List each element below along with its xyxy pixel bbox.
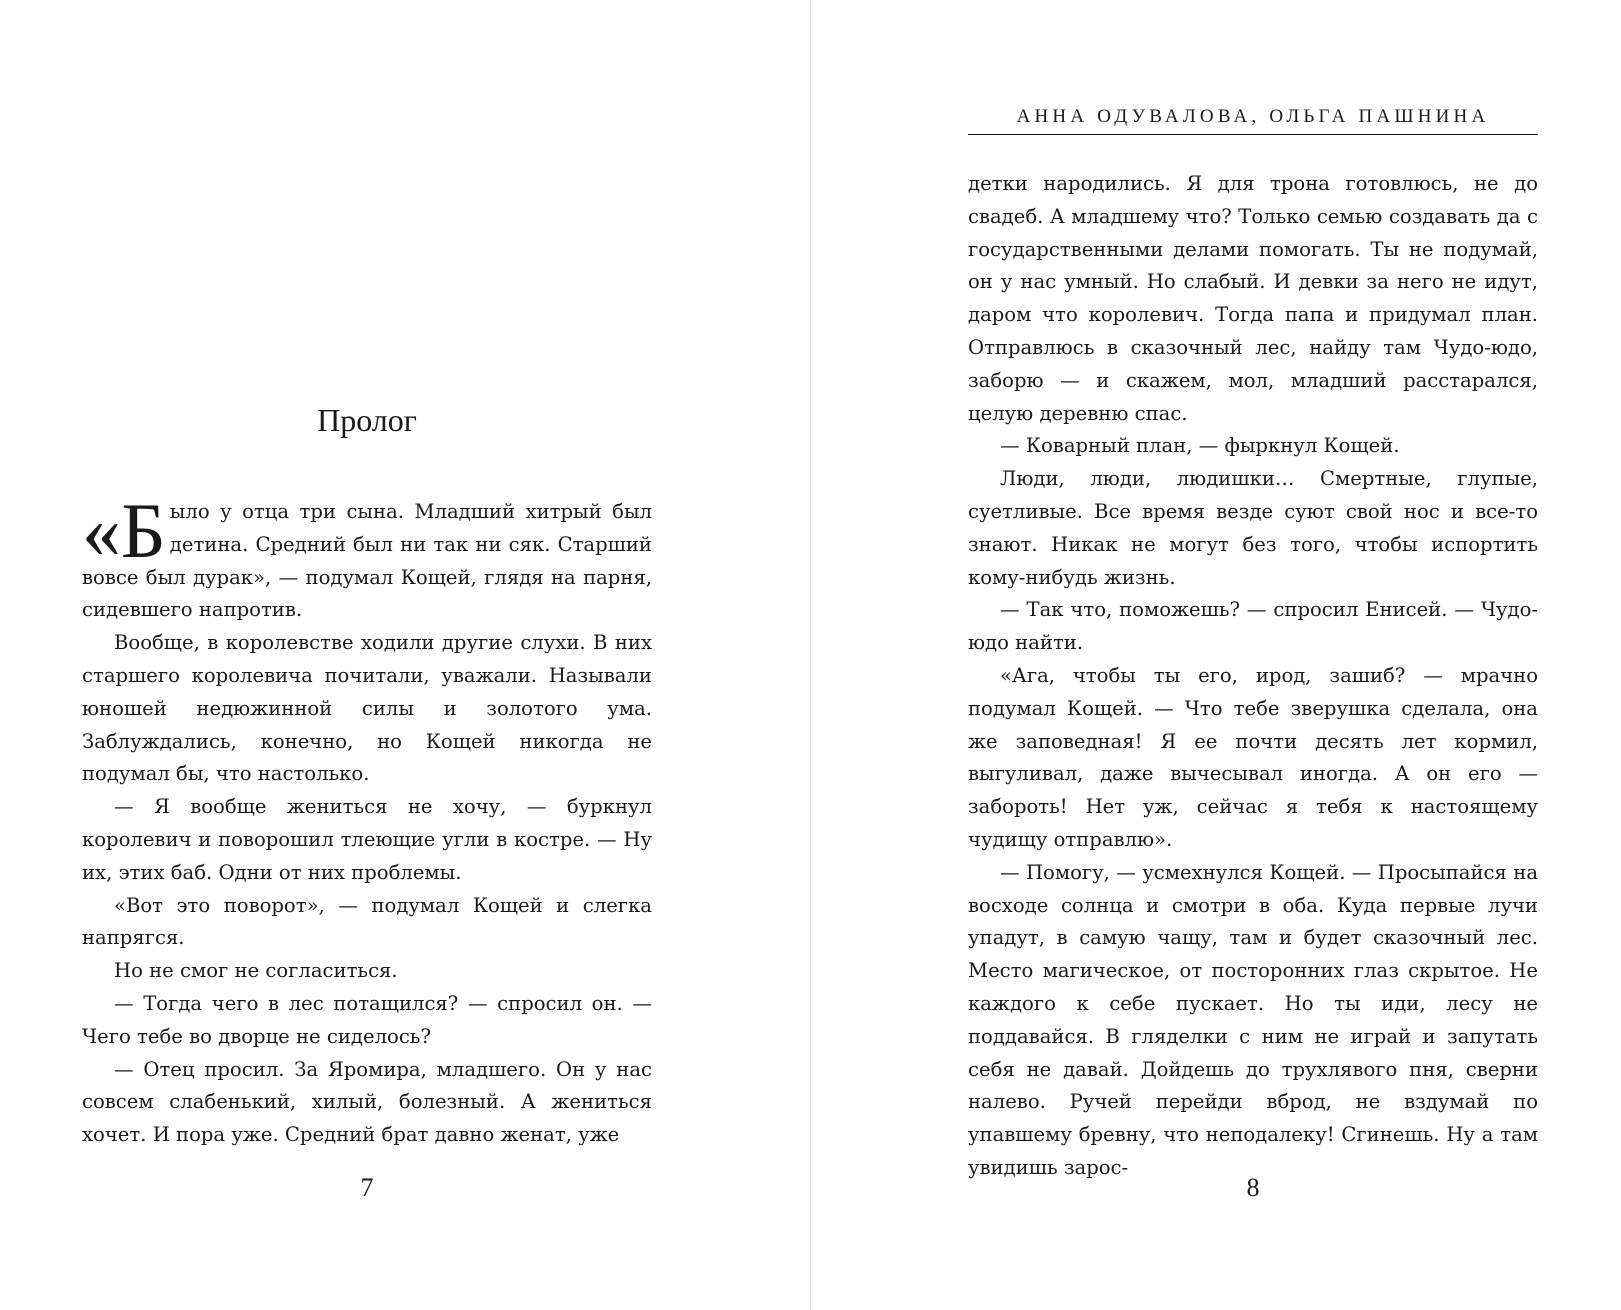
page-number-left: 7 [360,1173,374,1202]
paragraph: — Так что, поможешь? — спросил Енисей. — Чудо-юдо найти. [968,598,1538,655]
paragraph: Люди, люди, людишки… Смертные, глупые, суетливые. Все время везде суют свой нос и все-то знают. Никак не могут без того, чтобы испортить кому-нибудь жизнь. [968,467,1538,589]
paragraph: «Ага, чтобы ты его, ирод, зашиб? — мрачно подумал Кощей. — Что тебе зверушка сделала, она же заповедная! Я ее почти десять лет кормил, выгуливал, даже вычесывал иногда. А он его — забороть! Нет уж, сейчас я тебя к настоящему чудищу отправлю». [968,663,1538,851]
paragraph: «Вот это поворот», — подумал Кощей и слегка напрягся. [82,893,652,950]
opening-paragraph-text: ыло у отца три сына. Младший хитрый был детина. Средний был ни так ни сяк. Старший вовсе был дурак», — подумал Кощей, глядя на парня, сидевшего напротив. [82,500,652,622]
paragraph: — Тогда чего в лес потащился? — спросил он. — Чего тебе во дворце не сиделось? [82,991,652,1048]
paragraph: — Я вообще жениться не хочу, — буркнул королевич и поворошил тлеющие угли в костре. — Ну их, этих баб. Одни от них проблемы. [82,795,652,884]
running-head: АННА ОДУВАЛОВА, ОЛЬГА ПАШНИНА [968,106,1538,135]
right-page-text [968,168,1538,1185]
left-page-text [82,487,652,1152]
paragraph: Но не смог не согласиться. [114,959,398,983]
opening-paragraph [82,487,652,627]
right-page [968,0,1538,1310]
paragraph: — Отец просил. За Яромира, младшего. Он у нас совсем слабенький, хилый, болезный. А жениться хочет. И пора уже. Средний брат давно женат, уже [82,1057,652,1147]
paragraph: Вообще, в королевстве ходили другие слухи. В них старшего королевича почитали, уважали. Называли юношей недюжинной силы и золотого ума. Заблуждались, конечно, но Кощей никогда не подумал бы, что настолько. [82,631,652,786]
page-number-right: 8 [1246,1173,1260,1202]
chapter-title: Пролог [317,402,417,438]
dropcap: «Б [82,487,166,574]
paragraph: — Коварный план, — фыркнул Кощей. [1000,434,1400,458]
left-page [82,0,652,1310]
book-gutter [810,0,811,1310]
continued-paragraph: детки народились. Я для трона готовлюсь, не до свадеб. А младшему что? Только семью создавать да с государственными делами помогать. Ты не подумай, он у нас умный. Но слабый. И девки за него не идут, даром что королевич. Тогда папа и придумал план. Отправлюсь в сказочный лес, найду там Чудо-юдо, заборю — и скажем, мол, младший расстарался, целую деревню спас. [968,172,1538,425]
paragraph: — Помогу, — усмехнулся Кощей. — Просыпайся на восходе солнца и смотри в оба. Куда первые лучи упадут, в самую чащу, там и будет сказочный лес. Место магическое, от посторонних глаз скрытое. Не каждого к себе пускает. Но ты иди, лесу не поддавайся. В гляделки с ним не играй и запутать себя не давай. Дойдешь до трухлявого пня, сверни налево. Ручей перейди вброд, не вздумай по упавшему бревну, что неподалеку! Сгинешь. Ну а там увидишь зарос- [968,860,1538,1179]
